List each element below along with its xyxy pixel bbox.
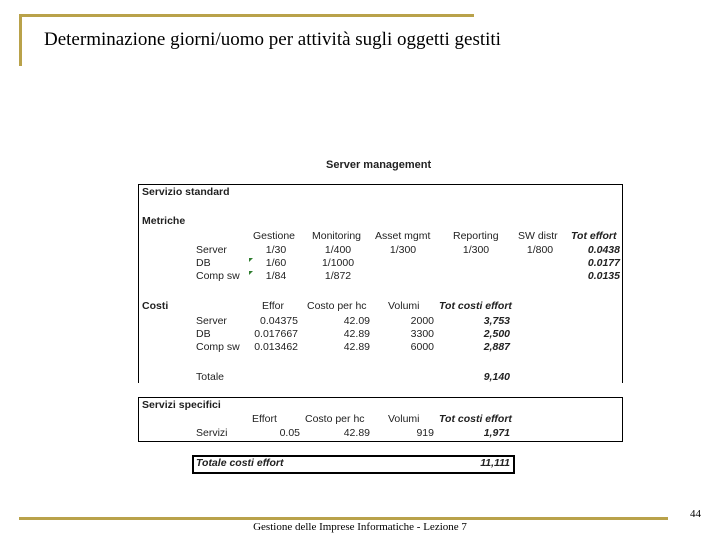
title-accent-bar [19,14,22,66]
row-label: DB [196,257,211,269]
col-gestione: Gestione [253,230,296,242]
cell-effort: 0.04375 [260,315,298,327]
cell-volumi: 6000 [410,341,434,353]
cell-volumi: 3300 [410,328,434,340]
col-effort: Effort [252,413,277,425]
cell-effort: 0.013462 [254,341,298,353]
cell-effort: 0.017667 [254,328,298,340]
footer-accent-line [19,517,668,520]
row-label: Comp sw [196,270,240,282]
cell-costo: 42.09 [343,315,370,327]
cell-costo: 42.89 [343,427,370,439]
section-costi: Costi [142,300,169,312]
title-accent-line [19,14,474,17]
col-tot-costi-effort: Tot costi effort [439,300,512,312]
cell-effort: 0.05 [279,427,300,439]
row-label: Server [196,244,227,256]
cell-volumi: 2000 [410,315,434,327]
cell-volumi: 919 [416,427,434,439]
page-number: 44 [690,508,701,520]
cell-monitoring: 1/1000 [321,257,355,269]
cell-tot-effort: 0.0177 [587,257,620,269]
cell-costo: 42.89 [343,341,370,353]
col-volumi: Volumi [388,413,420,425]
cell-monitoring: 1/400 [324,244,352,256]
row-label: Comp sw [196,341,240,353]
col-costo-per-hc: Costo per hc [307,300,367,312]
comment-marker-icon [249,258,253,262]
cell-gestione: 1/60 [265,257,287,269]
totale-costi-label: Totale costi effort [196,457,284,469]
section-servizi-specifici: Servizi specifici [142,399,221,411]
cell-tot-effort: 0.0438 [587,244,620,256]
col-reporting: Reporting [453,230,499,242]
row-label: Servizi [196,427,228,439]
servizio-standard-box [138,184,623,383]
section-servizio-standard: Servizio standard [142,186,230,198]
cell-tot-costi: 3,753 [483,315,510,327]
footer-text: Gestione delle Imprese Informatiche - Lezione 7 [253,521,467,533]
col-sw-distr: SW distr [518,230,558,242]
comment-marker-icon [249,271,253,275]
col-costo-per-hc: Costo per hc [305,413,365,425]
cell-tot-costi: 2,887 [483,341,510,353]
cell-reporting: 1/300 [462,244,490,256]
col-effort: Effor [262,300,284,312]
totale-value: 9,140 [483,371,510,383]
cell-tot-costi: 1,971 [483,427,510,439]
totale-costi-value: 11,111 [480,457,510,469]
cell-costo: 42.89 [343,328,370,340]
row-label: Server [196,315,227,327]
col-asset-mgmt: Asset mgmt [375,230,431,242]
cell-sw-distr: 1/800 [526,244,554,256]
slide-title: Determinazione giorni/uomo per attività sugli oggetti gestiti [44,29,501,50]
col-volumi: Volumi [388,300,420,312]
col-tot-effort: Tot effort [571,230,617,242]
section-metriche: Metriche [142,215,186,227]
totale-label: Totale [196,371,225,383]
col-tot-costi-effort: Tot costi effort [439,413,512,425]
row-label: DB [196,328,211,340]
sheet-title: Server management [326,159,432,171]
cell-gestione: 1/84 [265,270,287,282]
cell-monitoring: 1/872 [324,270,352,282]
cell-tot-effort: 0.0135 [587,270,620,282]
cell-tot-costi: 2,500 [483,328,510,340]
cell-gestione: 1/30 [265,244,287,256]
cell-asset: 1/300 [389,244,417,256]
col-monitoring: Monitoring [312,230,362,242]
